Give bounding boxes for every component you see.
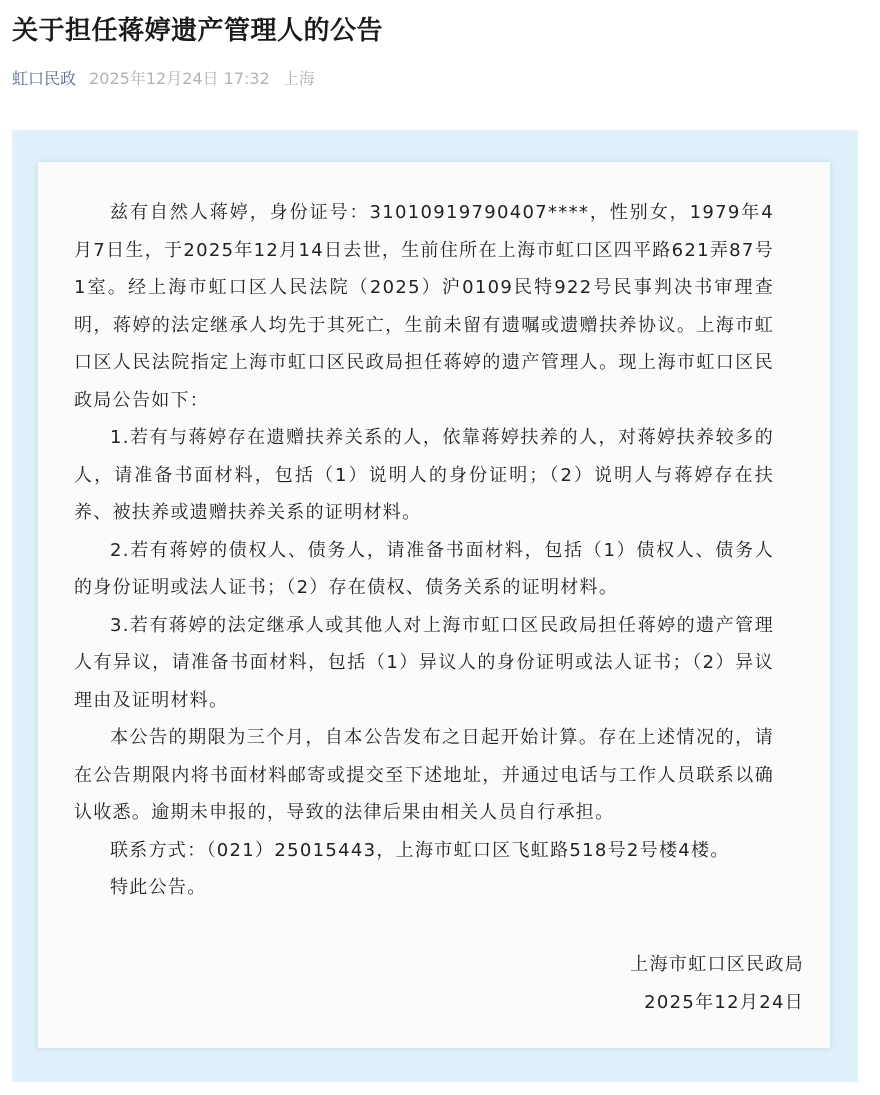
notice-document	[38, 162, 830, 1048]
notice-image-frame	[12, 130, 858, 1082]
notice-contact: 联系方式：（021）25015443，上海市虹口区飞虹路518号2号楼4楼。	[110, 839, 730, 861]
notice-item-3: 3.若有蒋婷的法定继承人或其他人对上海市虹口区民政局担任蒋婷的遗产管理人有异议，请准备书面材料，包括（1）异议人的身份证明或法人证书；（2）异议理由及证明材料。	[74, 614, 774, 711]
article-meta	[12, 66, 315, 92]
notice-item-2: 2.若有蒋婷的债权人、债务人，请准备书面材料，包括（1）债权人、债务人的身份证明或法人证书；（2）存在债权、债务关系的证明材料。	[74, 539, 774, 598]
publish-time: 2025年12月24日 17:32	[89, 69, 270, 88]
notice-term-paragraph: 本公告的期限为三个月，自本公告发布之日起开始计算。存在上述情况的，请在公告期限内将书面材料邮寄或提交至下述地址，并通过电话与工作人员联系以确认收悉。逾期未申报的，导致的法律后果由相关人员自行承担。	[74, 727, 774, 823]
notice-body	[74, 194, 774, 907]
notice-item-1: 1.若有与蒋婷存在遗赠扶养关系的人，依靠蒋婷扶养的人，对蒋婷扶养较多的人，请准备书面材料，包括（1）说明人的身份证明；（2）说明人与蒋婷存在扶养、被扶养或遗赠扶养关系的证明材料。	[74, 427, 774, 523]
author-link[interactable]: 虹口民政	[12, 69, 77, 88]
notice-paragraph-intro: 兹有自然人蒋婷，身份证号：31010919790407****，性别女，1979年4月7日生，于2025年12月14日去世，生前住所在上海市虹口区四平路621弄87号1室。经上海市虹口区人民法院（2025）沪0109民特922号民事判决书审理查明，蒋婷的法定继承人均先于其死亡，生前未留有遗嘱或遗赠扶养协议。上海市虹口区人民法院指定上海市虹口区民政局担任蒋婷的遗产管理人。现上海市虹口区民政局公告如下：	[74, 202, 774, 411]
notice-closing: 特此公告。	[110, 877, 207, 898]
notice-signature	[630, 946, 804, 1021]
publish-location: 上海	[282, 69, 315, 88]
signature-org: 上海市虹口区民政局	[630, 954, 804, 975]
article-title: 关于担任蒋婷遗产管理人的公告	[12, 16, 384, 46]
signature-date: 2025年12月24日	[644, 991, 804, 1013]
